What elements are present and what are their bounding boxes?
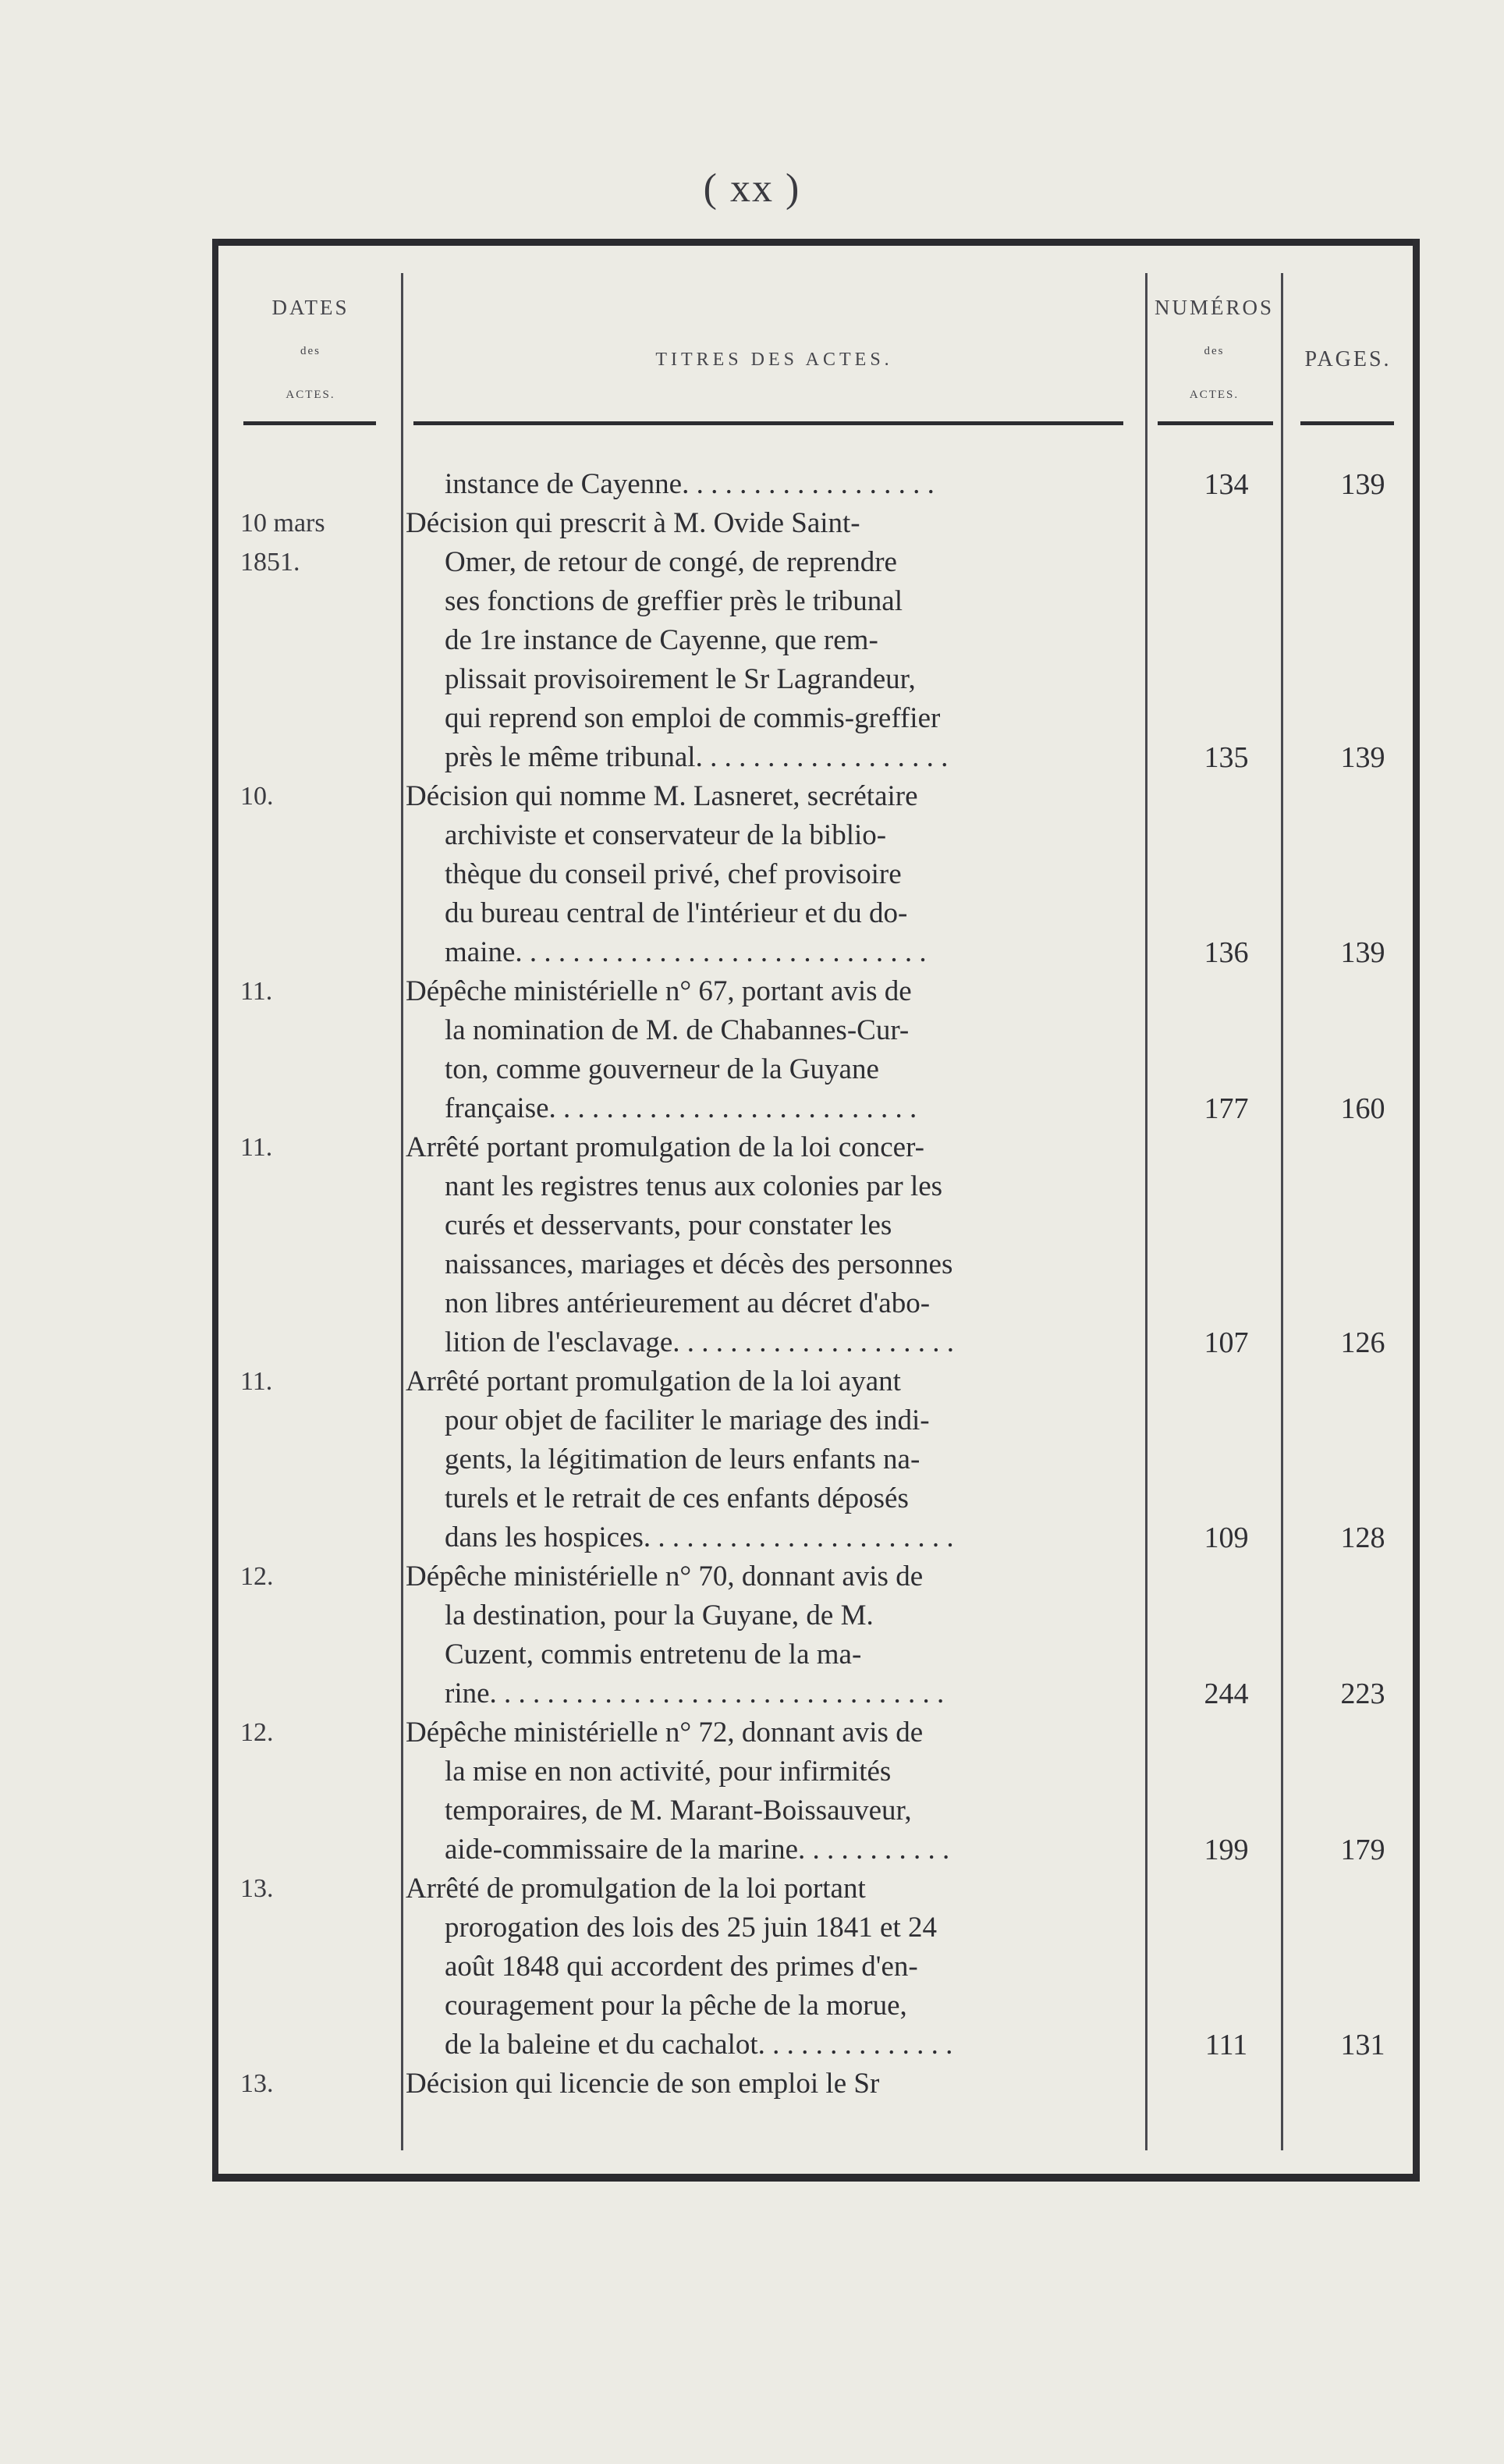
entry-date: 10 mars 1851. (240, 509, 325, 577)
entry-date: 13. (240, 2069, 274, 2098)
entry-line: Arrêté de promulgation de la loi portant (406, 1873, 866, 1905)
entry-page: 223 (1340, 1678, 1385, 1710)
entry-title (406, 1128, 1123, 1362)
entry-line: Dépêche ministérielle n° 70, donnant avis de (406, 1560, 924, 1592)
entry (212, 2065, 1420, 2104)
entry-line: août 1848 qui accordent des primes d'en- (445, 1951, 918, 1983)
table-bottom-rule (212, 2174, 1420, 2182)
entry-title (406, 777, 1123, 972)
entry-numero: 134 (1204, 468, 1249, 501)
entry-date: 10. (240, 782, 274, 811)
entry-line: Décision qui licencie de son emploi le Sr (406, 2068, 880, 2100)
entry-page: 139 (1340, 741, 1385, 774)
entry (212, 1362, 1420, 1557)
entry-line: ses fonctions de greffier près le tribunal (445, 585, 903, 617)
entry-line: Arrêté portant promulgation de la loi ayant (406, 1365, 901, 1397)
entry-line: archiviste et conservateur de la biblio- (445, 819, 887, 851)
header-titles-label: TITRES DES ACTES. (655, 350, 893, 370)
table-top-rule (212, 239, 1420, 246)
entry-page: 139 (1340, 936, 1385, 969)
entry-line: curés et desservants, pour constater les (445, 1209, 892, 1241)
page-number: ( xx ) (703, 166, 801, 211)
entry-date: 11. (240, 977, 273, 1006)
entry-line: plissait provisoirement le Sr Lagrandeur, (445, 663, 916, 695)
entry-line: lition de l'esclavage. . . . . . . . . . . . . . . . . . . . (445, 1326, 955, 1358)
entry-line: qui reprend son emploi de commis-greffier (445, 702, 941, 734)
header-dates-line1: DATES (271, 296, 349, 319)
entry-numero: 107 (1204, 1326, 1249, 1359)
entry-title (406, 2065, 1123, 2104)
entry-date: 12. (240, 1718, 274, 1747)
entry-line: dans les hospices. . . . . . . . . . . . . . . . . . . . . . (445, 1521, 954, 1553)
entry-line: maine. . . . . . . . . . . . . . . . . . . . . . . . . . . . . (445, 936, 927, 968)
entry-date: 13. (240, 1874, 274, 1903)
entry-title (406, 1713, 1123, 1869)
entry-page: 160 (1340, 1092, 1385, 1125)
entry-page: 126 (1340, 1326, 1385, 1359)
entry (212, 1713, 1420, 1869)
header-titles (403, 286, 1145, 434)
header-numeros (1148, 286, 1281, 434)
entry-line: française. . . . . . . . . . . . . . . . . . . . . . . . . . (445, 1092, 917, 1124)
entry-line: du bureau central de l'intérieur et du do- (445, 897, 908, 929)
entry-line: aide-commissaire de la marine. . . . . . . . . . . (445, 1834, 950, 1866)
header-dates-line3: ACTES. (286, 389, 335, 401)
header-dates (220, 286, 401, 434)
header-numeros-line1: NUMÉROS (1154, 296, 1275, 319)
entry (212, 1128, 1420, 1362)
entry-date: 11. (240, 1133, 273, 1162)
entry-line: prorogation des lois des 25 juin 1841 et 24 (445, 1912, 937, 1944)
entry-date: 11. (240, 1367, 273, 1396)
entry-title (406, 972, 1123, 1128)
entry (212, 972, 1420, 1128)
header-rule-pages (1300, 421, 1394, 425)
entry-line: thèque du conseil privé, chef provisoire (445, 858, 902, 890)
entry-page: 179 (1340, 1834, 1385, 1866)
entry-line: ton, comme gouverneur de la Guyane (445, 1053, 879, 1085)
entry-line: turels et le retrait de ces enfants déposés (445, 1482, 909, 1514)
entry-page: 139 (1340, 468, 1385, 501)
entry-line: temporaires, de M. Marant-Boissauveur, (445, 1795, 912, 1827)
header-numeros-line3: ACTES. (1189, 389, 1240, 401)
entry-line: rine. . . . . . . . . . . . . . . . . . . . . . . . . . . . . . . . (445, 1678, 945, 1710)
acts-table (212, 239, 1420, 2182)
entry-line: naissances, mariages et décès des personnes (445, 1248, 953, 1280)
entry-numero: 135 (1204, 741, 1249, 774)
entry-line: la nomination de M. de Chabannes-Cur- (445, 1014, 910, 1046)
entry-title (406, 504, 1123, 777)
header-dates-line2: des (300, 345, 321, 357)
entry-page: 131 (1340, 2029, 1385, 2061)
entry-title (406, 465, 1123, 504)
header-rule-titles (413, 421, 1123, 425)
entry-title (406, 1557, 1123, 1713)
entry-line: Dépêche ministérielle n° 67, portant avis de (406, 975, 912, 1007)
entry-numero: 244 (1204, 1678, 1249, 1710)
entry-line: de la baleine et du cachalot. . . . . . . . . . . . . . (445, 2029, 953, 2061)
entry (212, 777, 1420, 972)
entry (212, 1869, 1420, 2065)
entry-date: 12. (240, 1562, 274, 1591)
entry-numero: 136 (1204, 936, 1249, 969)
entry-line: Dépêche ministérielle n° 72, donnant avis de (406, 1717, 924, 1749)
entry-line: gents, la légitimation de leurs enfants na- (445, 1443, 920, 1475)
entry-line: près le même tribunal. . . . . . . . . . . . . . . . . . (445, 741, 949, 773)
header-rule-numeros (1158, 421, 1273, 425)
entry-line: Décision qui prescrit à M. Ovide Saint- (406, 507, 860, 539)
entry-line: couragement pour la pêche de la morue, (445, 1990, 907, 2022)
entry-line: pour objet de faciliter le mariage des indi- (445, 1404, 930, 1436)
entry-line: Arrêté portant promulgation de la loi concer- (406, 1131, 925, 1163)
header-numeros-line2: des (1204, 345, 1225, 357)
header-pages-label: PAGES. (1304, 347, 1392, 371)
header-rule-dates (243, 421, 376, 425)
entry-numero: 199 (1204, 1834, 1249, 1866)
entry-line: non libres antérieurement au décret d'abo- (445, 1287, 931, 1319)
entry-line: Omer, de retour de congé, de reprendre (445, 546, 897, 578)
header-pages (1283, 286, 1413, 434)
entry-line: la destination, pour la Guyane, de M. (445, 1599, 874, 1631)
entry (212, 1557, 1420, 1713)
entry-title (406, 1362, 1123, 1557)
entries (212, 465, 1420, 2104)
entry-line: Décision qui nomme M. Lasneret, secrétaire (406, 780, 918, 812)
entry (212, 504, 1420, 777)
entry-line: de 1re instance de Cayenne, que rem- (445, 624, 878, 656)
entry-line: la mise en non activité, pour infirmités (445, 1756, 892, 1788)
entry-numero: 111 (1204, 2029, 1248, 2061)
entry-numero: 109 (1204, 1521, 1249, 1554)
entry (212, 465, 1420, 504)
entry-line: instance de Cayenne. . . . . . . . . . . . . . . . . . (445, 468, 935, 500)
entry-numero: 177 (1204, 1092, 1249, 1125)
entry-page: 128 (1340, 1521, 1385, 1554)
entry-title (406, 1869, 1123, 2065)
entry-line: nant les registres tenus aux colonies par les (445, 1170, 943, 1202)
entry-line: Cuzent, commis entretenu de la ma- (445, 1639, 862, 1670)
